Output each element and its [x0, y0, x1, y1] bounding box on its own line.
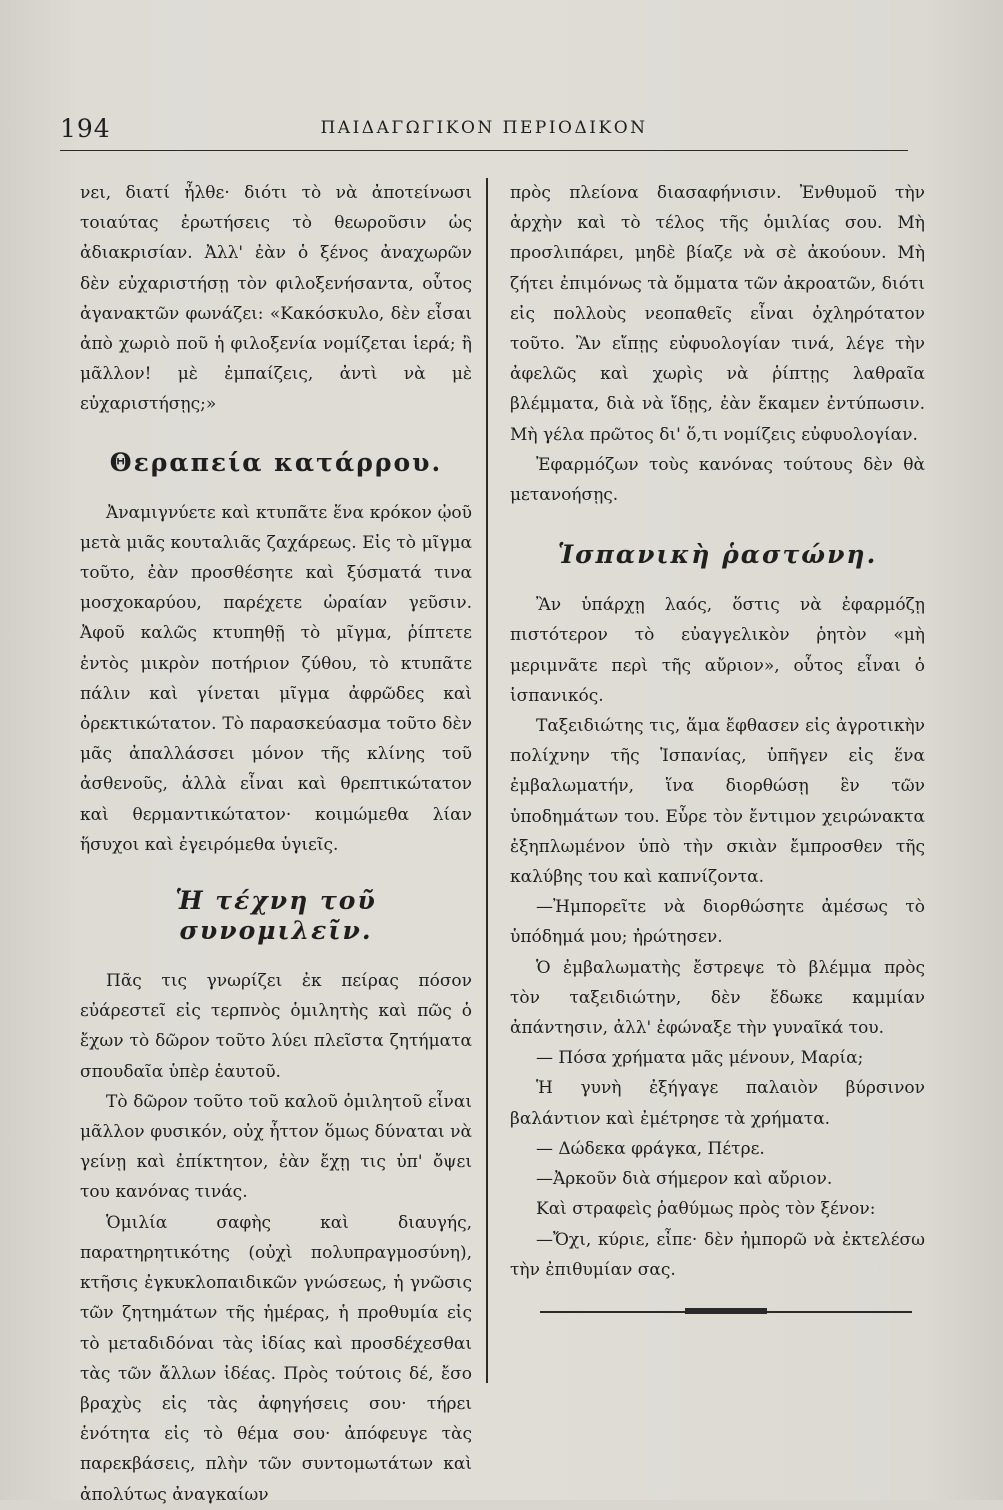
- conversation-paragraph-2: Τὸ δῶρον τοῦτο τοῦ καλοῦ ὁμιλητοῦ εἶναι μᾶλλον φυσικόν, οὐχ ἧττον ὅμως δύναται νὰ γείνῃ καὶ ἐπίκτητον, ἐὰν ἔχῃ τις ὑπ' ὄψει του κανόνας τινάς.: [80, 1091, 472, 1203]
- spanish-paragraph-10: —Ὄχι, κύριε, εἶπε· δὲν ἠμπορῶ νὰ ἐκτελέσω τὴν ἐπιθυμίαν σας.: [510, 1229, 925, 1280]
- closing-ornament-rule: [540, 1308, 912, 1316]
- page-number: 194: [60, 114, 111, 143]
- section-title-spanish-idleness: Ἱσπανικὴ ῥαστώνη.: [557, 540, 878, 570]
- catarrh-paragraph: Ἀναμιγνύετε καὶ κτυπᾶτε ἕνα κρόκον ᾠοῦ μετὰ μιᾶς κουταλιᾶς ζαχάρεως. Εἰς τὸ μῖγμα τοῦτο, ἐὰν προσθέσητε καὶ ξύσματά τινα μοσχοκαρύου, παρέχετε ὡραίαν γεῦσιν. Ἀφοῦ καλῶς κτυπηθῇ τὸ μῖγμα, ῥίπτετε ἐντὸς μικρὸν ποτήριον ζύθου, τὸ κτυπᾶτε πάλιν καὶ γίνεται μῖγμα ἀφρῶδες καὶ ὀρεκτικώτατον. Τὸ παρασκεύασμα τοῦτο δὲν μᾶς ἀπαλλάσσει μόνον τῆς κλίνης τοῦ ἀσθενοῦς, ἀλλὰ εἶναι καὶ θρεπτικώτατον καὶ θερμαντικώτατον· κοιμώμεθα λίαν ἥσυχοι καὶ ἐγειρόμεθα ὑγιεῖς.: [80, 502, 472, 855]
- left-column: [80, 178, 472, 1510]
- header-rule: [60, 150, 908, 151]
- spanish-paragraph-7: — Δώδεκα φράγκα, Πέτρε.: [536, 1138, 765, 1159]
- conversation-paragraph-3: Ὁμιλία σαφὴς καὶ διαυγής, παρατηρητικότης (οὐχὶ πολυπραγμοσύνη), κτῆσις ἐγκυκλοπαιδικῶν γνώσεως, ἡ γνῶσις τῶν ζητημάτων τῆς ἡμέρας, ἡ προθυμία εἰς τὸ μεταδιδόναι τὰς ἰδίας καὶ προσδέχεσθαι τὰς τῶν ἄλλων ἰδέας. Πρὸς τούτοις δέ, ἔσο βραχὺς εἰς τὰς ἀφηγήσεις σου· τήρει ἑνότητα εἰς τὸ θέμα σου· ἀπόφευγε τὰς παρεκβάσεις, πλὴν τῶν συντομωτάτων καὶ ἀπολύτως ἀναγκαίων: [80, 1212, 472, 1505]
- column-divider: [486, 178, 488, 1383]
- spanish-paragraph-1: Ἂν ὑπάρχῃ λαός, ὅστις νὰ ἐφαρμόζῃ πιστότερον τὸ εὐαγγελικὸν ῥητὸν «μὴ μεριμνᾶτε περὶ τῆς αὔριον», οὗτος εἶναι ὁ ἱσπανικός.: [510, 595, 925, 706]
- spanish-paragraph-9: Καὶ στραφεὶς ῥαθύμως πρὸς τὸν ξένον:: [536, 1199, 876, 1220]
- conversation-paragraph-1: Πᾶς τις γνωρίζει ἐκ πείρας πόσον εὐάρεστεῖ εἰς τερπνὸς ὁμιλητὴς καὶ πῶς ὁ ἔχων τὸ δῶρον τοῦτο λύει πλεῖστα ζητήματα σπουδαῖα ὑπὲρ ἑαυτοῦ.: [80, 971, 472, 1082]
- section-title-conversation: Ἡ τέχνη τοῦ συνομιλεῖν.: [175, 886, 377, 946]
- right-column: [510, 178, 925, 1285]
- page-header: [60, 112, 908, 148]
- running-title: ΠΑΙΔΑΓΩΓΙΚΟΝ ΠΕΡΙΟΔΙΚΟΝ: [320, 118, 648, 138]
- spanish-paragraph-6: Ἡ γυνὴ ἐξήγαγε παλαιὸν βύρσινον βαλάντιον καὶ ἐμέτρησε τὰ χρήματα.: [510, 1078, 925, 1129]
- spanish-paragraph-4: Ὁ ἐμβαλωματὴς ἔστρεψε τὸ βλέμμα πρὸς τὸν ταξειδιώτην, δὲν ἔδωκε καμμίαν ἀπάντησιν, ἀλλ' ἐφώναξε τὴν γυναῖκά του.: [510, 957, 925, 1039]
- conclusion-paragraph: Ἐφαρμόζων τοὺς κανόνας τούτους δὲν θὰ μετανοήσῃς.: [510, 454, 925, 506]
- closing-rule-bar: [685, 1308, 767, 1314]
- left-continuation-paragraph: νει, διατί ἦλθε· διότι τὸ νὰ ἀποτείνωσι τοιαύτας ἐρωτήσεις τὸ θεωροῦσιν ὡς ἀδιακρισίαν. Ἀλλ' ἐὰν ὁ ξένος ἀναχωρῶν δὲν εὐχαριστήσῃ τὸν φιλοξενήσαντα, οὗτος ἀγανακτῶν φωνάζει: «Κακόσκυλο, δὲν εἶσαι ἀπὸ χωριὸ ποῦ ἡ φιλοξενία νομίζεται ἱερά; ἢ μᾶλλον! μὲ ἐμπαίζεις, ἀντὶ νὰ μὲ εὐχαριστήσῃς;»: [80, 183, 472, 415]
- spanish-paragraph-2: Ταξειδιώτης τις, ἅμα ἔφθασεν εἰς ἀγροτικὴν πολίχνην τῆς Ἱσπανίας, ὑπῆγεν εἰς ἕνα ἐμβαλωματήν, ἵνα διορθώσῃ ἓν τῶν ὑποδημάτων του. Εὗρε τὸν ἔντιμον χειρώνακτα ἐξηπλωμένον ὑπὸ τὴν σκιὰν ἔμπροσθεν τῆς καλύβης του καὶ καπνίζοντα.: [510, 716, 925, 888]
- spanish-paragraph-3: —Ἠμπορεῖτε νὰ διορθώσητε ἀμέσως τὸ ὑπόδημά μου; ἠρώτησεν.: [510, 897, 925, 948]
- spanish-paragraph-8: —Ἀρκοῦν διὰ σήμερον καὶ αὔριον.: [536, 1169, 833, 1190]
- spanish-paragraph-5: — Πόσα χρήματα μᾶς μένουν, Μαρία;: [536, 1048, 864, 1069]
- right-continuation-paragraph: πρὸς πλείονα διασαφήνισιν. Ἐνθυμοῦ τὴν ἀρχὴν καὶ τὸ τέλος τῆς ὁμιλίας σου. Μὴ προσλιπάρει, μηδὲ βίαζε νὰ σὲ ἀκούουν. Μὴ ζήτει ἐπιμόνως τὰ ὄμματα τῶν ἀκροατῶν, διότι εἰς πολλοὺς νεοπαθεῖς εἶναι ὀχληρότατον τοῦτο. Ἂν εἴπῃς εὐφυολογίαν τινά, λέγε τὴν ἀφελῶς καὶ χωρὶς νὰ ῥίπτῃς λαθραῖα βλέμματα, διὰ νὰ ἴδῃς, ἐὰν ἔκαμεν ἐντύπωσιν. Μὴ γέλα πρῶτος δι' ὅ,τι νομίζεις εὐφυολογίαν.: [510, 183, 925, 445]
- section-title-catarrh: Θεραπεία κατάρρου.: [109, 447, 443, 477]
